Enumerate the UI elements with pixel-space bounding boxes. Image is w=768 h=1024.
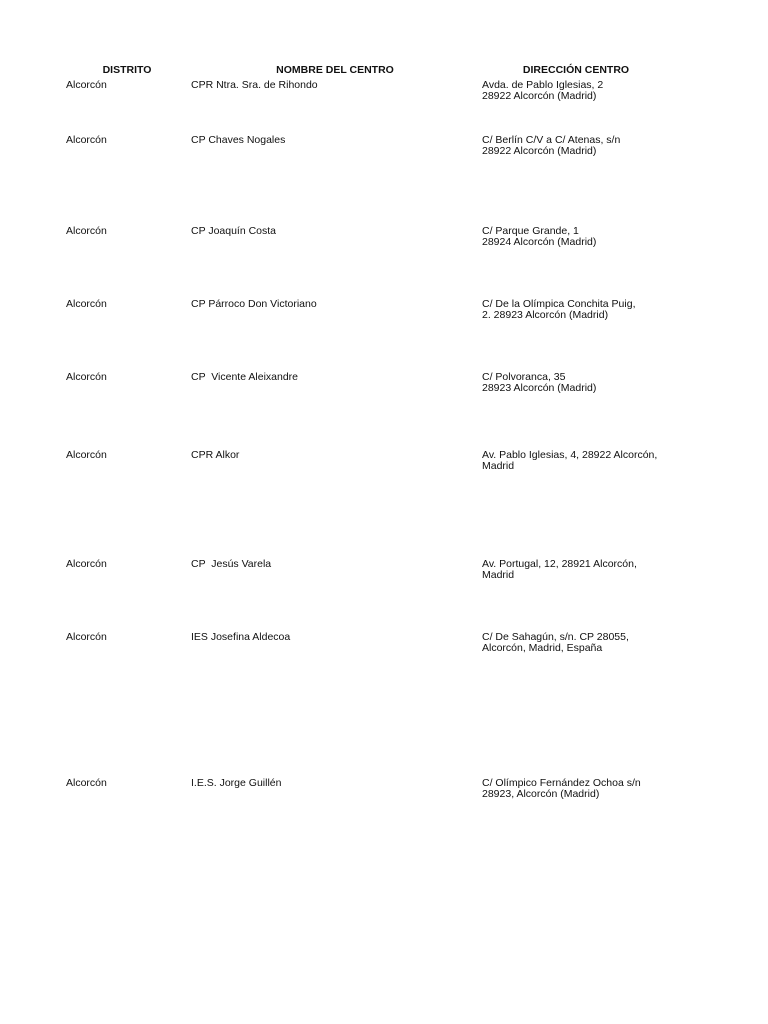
cell-direccion — [482, 135, 682, 157]
cell-nombre: CPR Ntra. Sra. de Rihondo — [191, 79, 318, 91]
direccion-line-2: 28923, Alcorcón (Madrid) — [482, 788, 600, 800]
direccion-line-2: Alcorcón, Madrid, España — [482, 642, 603, 654]
cell-direccion — [482, 450, 682, 472]
header-direccion-centro: DIRECCIÓN CENTRO — [522, 64, 630, 76]
direccion-line-1: C/ De Sahagún, s/n. CP 28055, — [482, 631, 629, 643]
cell-distrito: Alcorcón — [66, 225, 107, 237]
cell-direccion — [482, 299, 682, 321]
direccion-line-1: C/ Polvoranca, 35 — [482, 371, 566, 383]
cell-direccion — [482, 632, 682, 654]
direccion-line-2: 28923 Alcorcón (Madrid) — [482, 382, 597, 394]
cell-distrito: Alcorcón — [66, 449, 107, 461]
direccion-line-1: C/ Berlín C/V a C/ Atenas, s/n — [482, 134, 621, 146]
direccion-line-1: Av. Pablo Iglesias, 4, 28922 Alcorcón, — [482, 449, 658, 461]
direccion-line-1: C/ De la Olímpica Conchita Puig, — [482, 298, 636, 310]
cell-nombre: IES Josefina Aldecoa — [191, 631, 291, 643]
direccion-line-2: 28922 Alcorcón (Madrid) — [482, 145, 597, 157]
cell-nombre: CP Párroco Don Victoriano — [191, 298, 317, 310]
direccion-line-2: 2. 28923 Alcorcón (Madrid) — [482, 309, 609, 321]
direccion-line-2: Madrid — [482, 569, 515, 581]
cell-distrito: Alcorcón — [66, 298, 107, 310]
cell-nombre: CP Jesús Varela — [191, 558, 272, 570]
cell-nombre: CP Joaquín Costa — [191, 225, 277, 237]
direccion-line-1: C/ Parque Grande, 1 — [482, 225, 579, 237]
cell-direccion — [482, 372, 682, 394]
cell-nombre: CPR Alkor — [191, 449, 240, 461]
cell-distrito: Alcorcón — [66, 134, 107, 146]
direccion-line-2: Madrid — [482, 460, 515, 472]
cell-nombre: CP Vicente Aleixandre — [191, 371, 299, 383]
cell-direccion — [482, 559, 682, 581]
cell-distrito: Alcorcón — [66, 79, 107, 91]
direccion-line-1: Avda. de Pablo Iglesias, 2 — [482, 79, 604, 91]
direccion-line-1: Av. Portugal, 12, 28921 Alcorcón, — [482, 558, 637, 570]
cell-nombre: I.E.S. Jorge Guillén — [191, 777, 282, 789]
cell-distrito: Alcorcón — [66, 631, 107, 643]
direccion-line-1: C/ Olímpico Fernández Ochoa s/n — [482, 777, 641, 789]
header-distrito: DISTRITO — [102, 64, 152, 76]
cell-direccion — [482, 778, 682, 800]
direccion-line-2: 28922 Alcorcón (Madrid) — [482, 90, 597, 102]
cell-distrito: Alcorcón — [66, 777, 107, 789]
direccion-line-2: 28924 Alcorcón (Madrid) — [482, 236, 597, 248]
cell-direccion — [482, 80, 682, 102]
header-nombre-del-centro: NOMBRE DEL CENTRO — [276, 64, 394, 76]
cell-distrito: Alcorcón — [66, 558, 107, 570]
cell-direccion — [482, 226, 682, 248]
cell-nombre: CP Chaves Nogales — [191, 134, 286, 146]
cell-distrito: Alcorcón — [66, 371, 107, 383]
